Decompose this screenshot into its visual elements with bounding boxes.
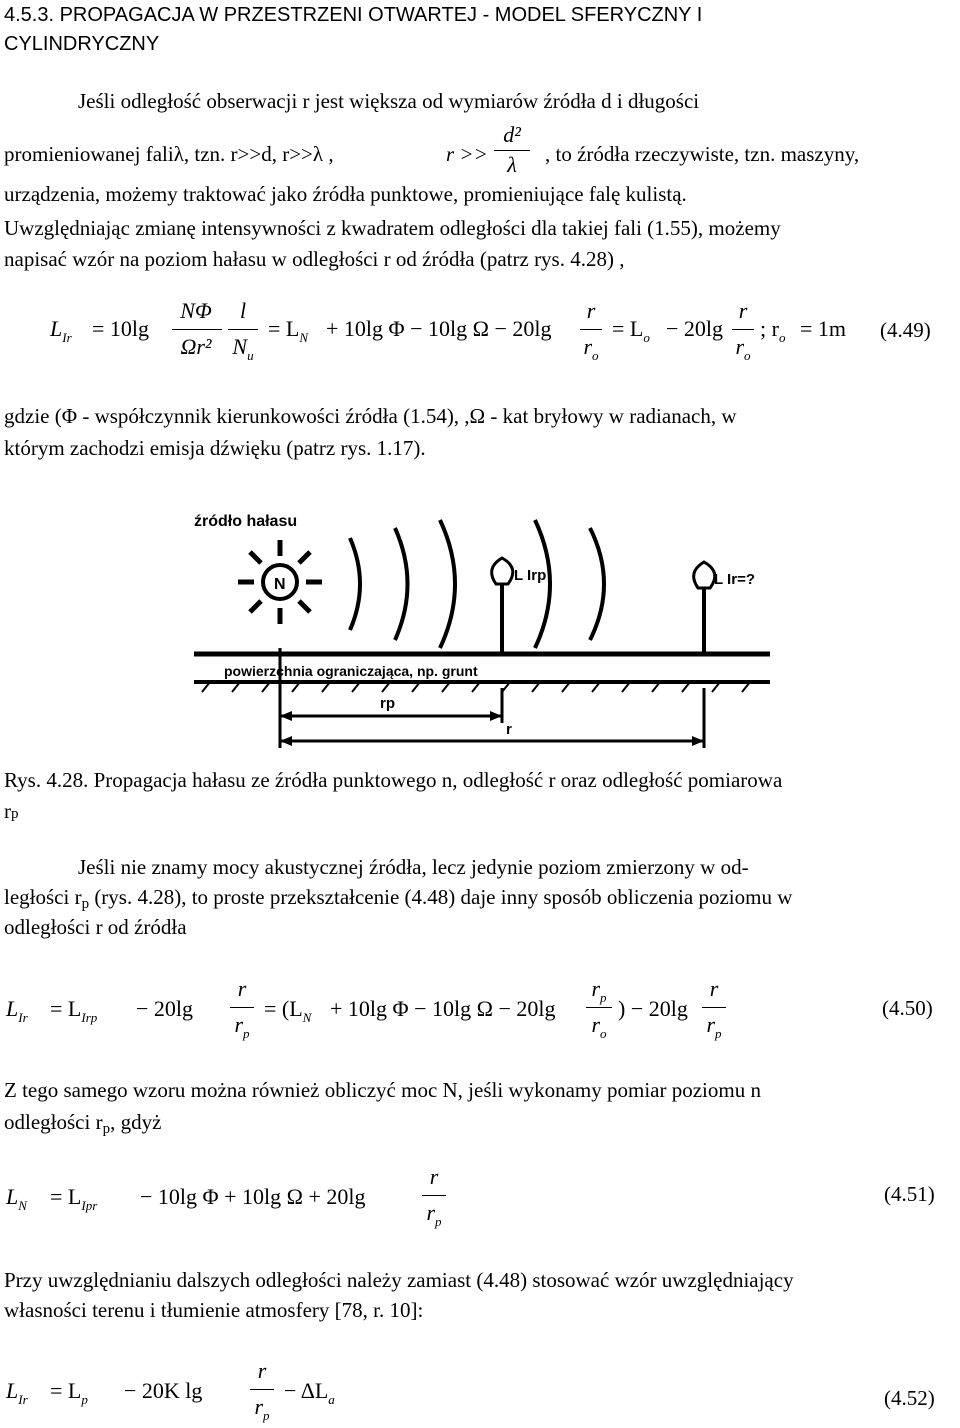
svg-text:L Ir=?: L Ir=? [714,571,755,588]
para3-line-2: odległości rp, gdyż [4,1110,162,1137]
intro-line-1: Jeśli odległość obserwacji r jest większa od wymiarów źródła d i długości [78,89,700,113]
figure-4-28 [180,498,780,758]
para3-line-1: Z tego samego wzoru można również obliczyć moc N, jeśli wykonamy pomiar poziomu n [4,1078,761,1102]
dim-r-label: r [506,721,512,738]
figure-caption: Rys. 4.28. Propagacja hałasu ze źródła punktowego n, odległość r oraz odległość pomiarowa [4,768,783,792]
intro-line-2b: , to źródła rzeczywiste, tzn. maszyny, [545,142,860,166]
para4-line-2: własności terenu i tłumienie atmosfery [78, r. 10]: [4,1298,424,1322]
where-line-2: którym zachodzi emisja dźwięku (patrz rys. 1.17). [4,436,426,460]
source-label: źródło hałasu [194,513,298,530]
section-heading-line2: CYLINDRYCZNY [4,33,160,55]
para2-line-1: Jeśli nie znamy mocy akustycznej źródła, lecz jedynie poziom zmierzony w od- [78,855,749,879]
intro-line-3: urządzenia, możemy traktować jako źródła punktowe, promieniujące falę kulistą. [4,182,687,206]
intro-fraction-numerator: d² [503,122,521,147]
intro-line-5: napisać wzór na poziom hałasu w odległości r od źródła (patrz rys. 4.28) , [4,247,625,271]
figure-caption-line2: rp [4,799,19,823]
intro-fraction-denominator: λ [507,152,517,177]
intro-line-4: Uwzględniając zmianę intensywności z kwadratem odległości dla takiej fali (1.55), możemy [4,216,781,240]
para4-line-1: Przy uwzględnianiu dalszych odległości należy zamiast (4.48) stosować wzór uwzględniający [4,1268,794,1292]
meter-2 [694,562,755,652]
intro-fraction-bar [494,150,530,151]
source-letter: N [274,576,286,593]
wave-arcs [350,520,604,648]
section-heading-line1: 4.5.3. PROPAGACJA W PRZESTRZENI OTWARTEJ - MODEL SFERYCZNY I [4,4,703,26]
intro-inequality-lhs: r >> [446,142,488,166]
dim-rp-label: rp [380,695,395,712]
where-line-1: gdzie (Φ - współczynnik kierunkowości źródła (1.54), ,Ω - kat bryłowy w radianach, w [4,404,737,428]
para2-line-2: ległości rp (rys. 4.28), to proste przekształcenie (4.48) daje inny sposób obliczenia poziomu w [4,885,793,912]
intro-line-2a: promieniowanej faliλ, tzn. r>>d, r>>λ , [4,142,334,166]
svg-text:L Irp: L Irp [514,567,547,584]
para2-line-3: odległości r od źródła [4,915,187,939]
ground-label: powierzchnia ograniczająca, np. grunt [224,663,478,679]
